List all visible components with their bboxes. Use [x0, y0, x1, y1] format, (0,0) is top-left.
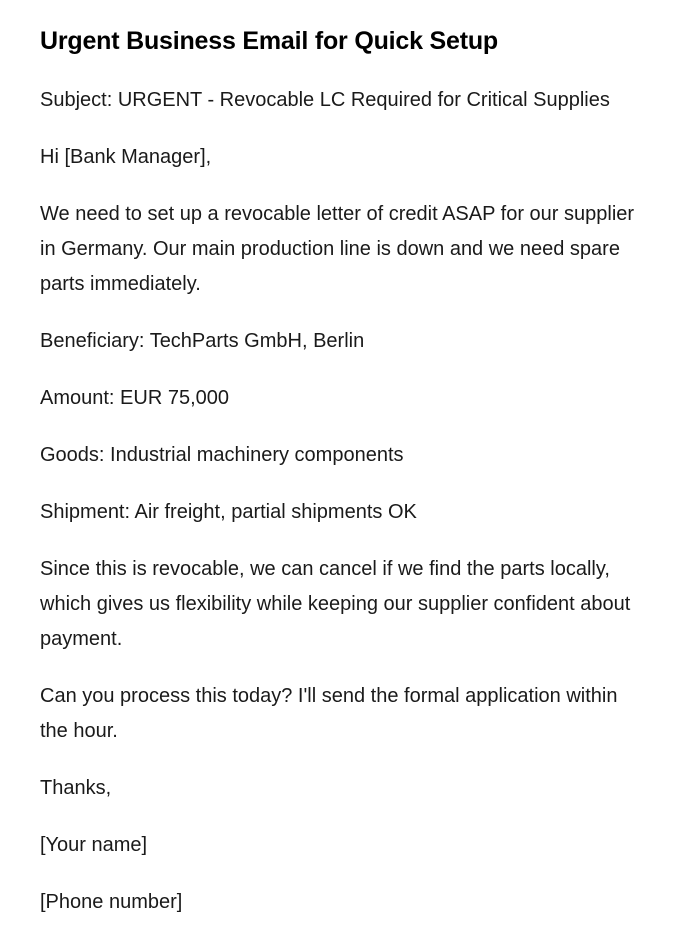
sender-name-placeholder: [Your name] — [40, 834, 148, 857]
salutation: Hi [Bank Manager], — [40, 146, 212, 169]
subject-line: Subject: URGENT - Revocable LC Required for Critical Supplies — [40, 89, 610, 112]
sender-phone-placeholder: [Phone number] — [40, 891, 183, 914]
page-title: Urgent Business Email for Quick Setup — [40, 27, 498, 55]
processing-request: Can you process this today? I'll send the formal application within the hour. — [40, 685, 618, 743]
goods-line: Goods: Industrial machinery components — [40, 444, 404, 467]
amount-line: Amount: EUR 75,000 — [40, 387, 229, 410]
beneficiary-line: Beneficiary: TechParts GmbH, Berlin — [40, 330, 365, 353]
request-body: We need to set up a revocable letter of credit ASAP for our supplier in Germany. Our main production line is down and we need spare parts immediately. — [40, 203, 635, 296]
shipment-line: Shipment: Air freight, partial shipments OK — [40, 501, 417, 524]
sign-off: Thanks, — [40, 777, 112, 800]
revocable-rationale: Since this is revocable, we can cancel if we find the parts locally, which gives us flexibility while keeping our supplier confident about payment. — [40, 558, 631, 651]
